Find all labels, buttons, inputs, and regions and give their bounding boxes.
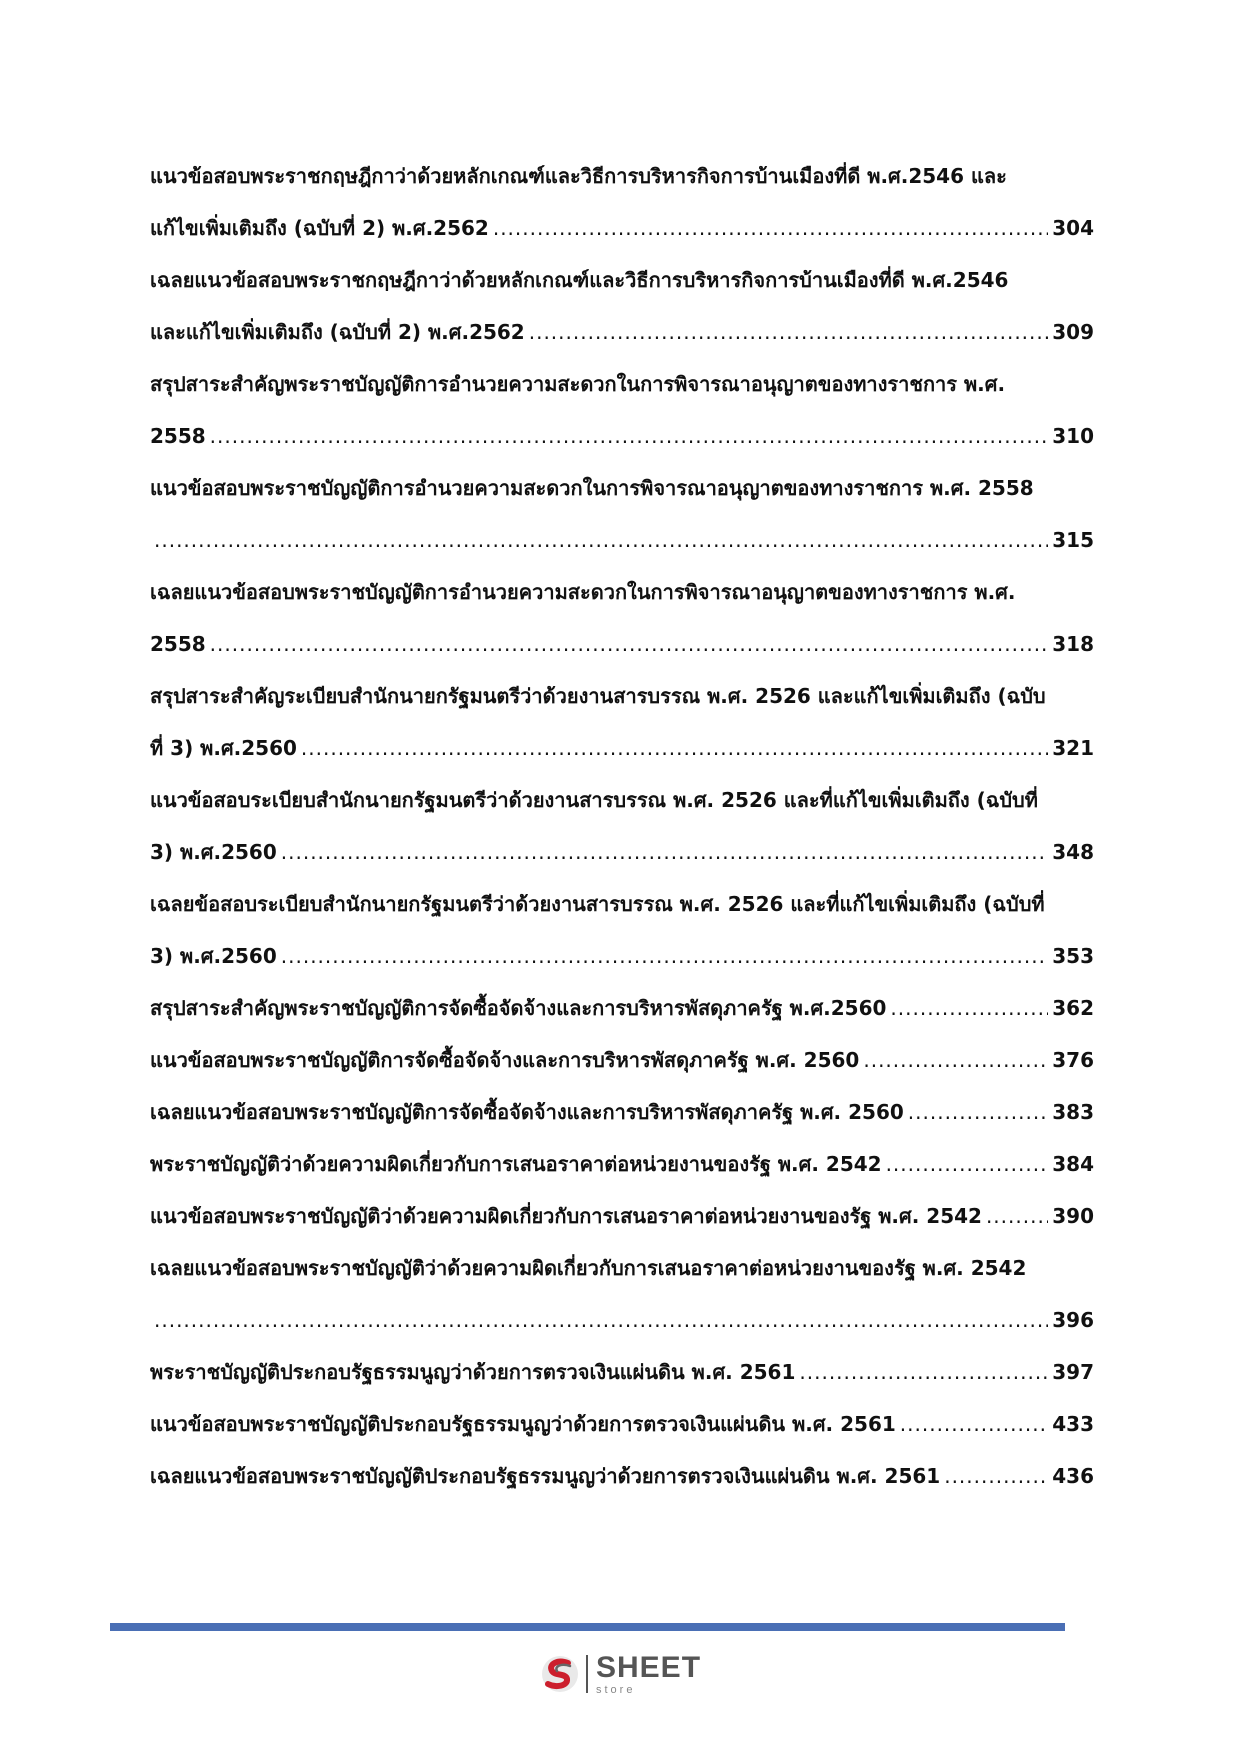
toc-entry-title: สรุปสาระสำคัญพระราชบัญญัติการอำนวยความสะดวกในการพิจารณาอนุญาตของทางราชการ พ.ศ.: [150, 372, 1006, 396]
toc-entry[interactable]: [150, 462, 1094, 566]
toc-entry-title: แนวข้อสอบพระราชบัญญัติว่าด้วยความผิดเกี่ยวกับการเสนอราคาต่อหน่วยงานของรัฐ พ.ศ. 2542: [150, 1204, 982, 1228]
toc-entry-title: เฉลยแนวข้อสอบพระราชบัญญัติว่าด้วยความผิดเกี่ยวกับการเสนอราคาต่อหน่วยงานของรัฐ พ.ศ. 2542: [150, 1256, 1027, 1280]
toc-entry-title: พระราชบัญญัติว่าด้วยความผิดเกี่ยวกับการเสนอราคาต่อหน่วยงานของรัฐ พ.ศ. 2542: [150, 1152, 882, 1176]
toc-entry-title-cont: ที่ 3) พ.ศ.2560: [150, 736, 297, 760]
toc-page-number: 433: [1052, 1412, 1094, 1436]
toc-entry[interactable]: [150, 670, 1094, 774]
toc-entry-title: เฉลยแนวข้อสอบพระราชกฤษฎีกาว่าด้วยหลักเกณฑ์และวิธีการบริหารกิจการบ้านเมืองที่ดี พ.ศ.2546: [150, 268, 1009, 292]
toc-entry-title: สรุปสาระสำคัญพระราชบัญญัติการจัดซื้อจัดจ้างและการบริหารพัสดุภาครัฐ พ.ศ.2560: [150, 996, 887, 1020]
toc-entry-title: แนวข้อสอบพระราชบัญญัติการจัดซื้อจัดจ้างและการบริหารพัสดุภาครัฐ พ.ศ. 2560: [150, 1048, 860, 1072]
toc-entry[interactable]: [150, 1398, 1094, 1450]
toc-page-number: 397: [1052, 1360, 1094, 1384]
dot-leader: [301, 722, 1048, 774]
toc-page-number: 321: [1052, 736, 1094, 760]
toc-page-number: 376: [1052, 1048, 1094, 1072]
logo-divider: [586, 1655, 588, 1693]
dot-leader: [493, 202, 1048, 254]
toc-entry-title-cont: 3) พ.ศ.2560: [150, 840, 277, 864]
sheet-store-s-icon: [540, 1654, 580, 1694]
dot-leader: [281, 826, 1048, 878]
toc-entry[interactable]: [150, 1086, 1094, 1138]
toc-entry-title: แนวข้อสอบระเบียบสำนักนายกรัฐมนตรีว่าด้วยงานสารบรรณ พ.ศ. 2526 และที่แก้ไขเพิ่มเติมถึง (ฉบับที่: [150, 788, 1038, 812]
dot-leader: [799, 1346, 1048, 1398]
toc-page-number: 304: [1052, 216, 1094, 240]
dot-leader: [900, 1398, 1048, 1450]
toc-entry[interactable]: [150, 1450, 1094, 1502]
toc-page-number: 309: [1052, 320, 1094, 344]
dot-leader: [986, 1190, 1048, 1242]
toc-entry-title: เฉลยแนวข้อสอบพระราชบัญญัติการจัดซื้อจัดจ้างและการบริหารพัสดุภาครัฐ พ.ศ. 2560: [150, 1100, 904, 1124]
logo-brand-text: SHEET: [596, 1650, 702, 1684]
toc-entry-title-cont: แก้ไขเพิ่มเติมถึง (ฉบับที่ 2) พ.ศ.2562: [150, 216, 489, 240]
toc-entry-title-cont: 3) พ.ศ.2560: [150, 944, 277, 968]
toc-page-number: 436: [1052, 1464, 1094, 1488]
toc-page-number: 318: [1052, 632, 1094, 656]
footer-rule: [110, 1623, 1065, 1631]
toc-entry[interactable]: [150, 1346, 1094, 1398]
toc-entry[interactable]: [150, 1190, 1094, 1242]
toc-entry[interactable]: [150, 150, 1094, 254]
dot-leader: [154, 1294, 1048, 1346]
dot-leader: [908, 1086, 1048, 1138]
toc-entry-title-cont: 2558: [150, 632, 206, 656]
toc-entry[interactable]: [150, 358, 1094, 462]
toc-page-number: 348: [1052, 840, 1094, 864]
toc-page-number: 315: [1052, 528, 1094, 552]
dot-leader: [529, 306, 1049, 358]
toc-entry[interactable]: [150, 254, 1094, 358]
toc-entry-title: เฉลยแนวข้อสอบพระราชบัญญัติประกอบรัฐธรรมนูญว่าด้วยการตรวจเงินแผ่นดิน พ.ศ. 2561: [150, 1464, 941, 1488]
dot-leader: [154, 514, 1048, 566]
dot-leader: [890, 982, 1048, 1034]
toc-page-number: 362: [1052, 996, 1094, 1020]
dot-leader: [886, 1138, 1049, 1190]
toc-page-number: 310: [1052, 424, 1094, 448]
toc-page-number: 396: [1052, 1308, 1094, 1332]
toc-entry-title-cont: 2558: [150, 424, 206, 448]
toc-page-number: 384: [1052, 1152, 1094, 1176]
toc-entry-title: แนวข้อสอบพระราชกฤษฎีกาว่าด้วยหลักเกณฑ์และวิธีการบริหารกิจการบ้านเมืองที่ดี พ.ศ.2546 และ: [150, 164, 1007, 188]
dot-leader: [281, 930, 1048, 982]
toc-entry[interactable]: [150, 1242, 1094, 1346]
table-of-contents: [150, 150, 1094, 1502]
toc-page-number: 383: [1052, 1100, 1094, 1124]
dot-leader: [210, 410, 1049, 462]
toc-entry-title: แนวข้อสอบพระราชบัญญัติการอำนวยความสะดวกในการพิจารณาอนุญาตของทางราชการ พ.ศ. 2558: [150, 476, 1034, 500]
toc-entry-title: สรุปสาระสำคัญระเบียบสำนักนายกรัฐมนตรีว่าด้วยงานสารบรรณ พ.ศ. 2526 และแก้ไขเพิ่มเติมถึง (ฉบับ: [150, 684, 1046, 708]
dot-leader: [210, 618, 1049, 670]
dot-leader: [863, 1034, 1048, 1086]
toc-entry-title: เฉลยแนวข้อสอบพระราชบัญญัติการอำนวยความสะดวกในการพิจารณาอนุญาตของทางราชการ พ.ศ.: [150, 580, 1016, 604]
toc-page-number: 390: [1052, 1204, 1094, 1228]
sheet-store-logo: [540, 1650, 701, 1698]
toc-entry[interactable]: [150, 774, 1094, 878]
toc-entry[interactable]: [150, 982, 1094, 1034]
toc-entry[interactable]: [150, 878, 1094, 982]
toc-entry-title-cont: และแก้ไขเพิ่มเติมถึง (ฉบับที่ 2) พ.ศ.2562: [150, 320, 525, 344]
toc-entry-title: แนวข้อสอบพระราชบัญญัติประกอบรัฐธรรมนูญว่าด้วยการตรวจเงินแผ่นดิน พ.ศ. 2561: [150, 1412, 896, 1436]
logo-sub-text: store: [596, 1683, 636, 1696]
toc-entry[interactable]: [150, 1034, 1094, 1086]
toc-entry-title: เฉลยข้อสอบระเบียบสำนักนายกรัฐมนตรีว่าด้วยงานสารบรรณ พ.ศ. 2526 และที่แก้ไขเพิ่มเติมถึง (ฉบับที่: [150, 892, 1045, 916]
toc-entry-title: พระราชบัญญัติประกอบรัฐธรรมนูญว่าด้วยการตรวจเงินแผ่นดิน พ.ศ. 2561: [150, 1360, 796, 1384]
toc-entry[interactable]: [150, 566, 1094, 670]
toc-entry[interactable]: [150, 1138, 1094, 1190]
dot-leader: [944, 1450, 1048, 1502]
toc-page-number: 353: [1052, 944, 1094, 968]
